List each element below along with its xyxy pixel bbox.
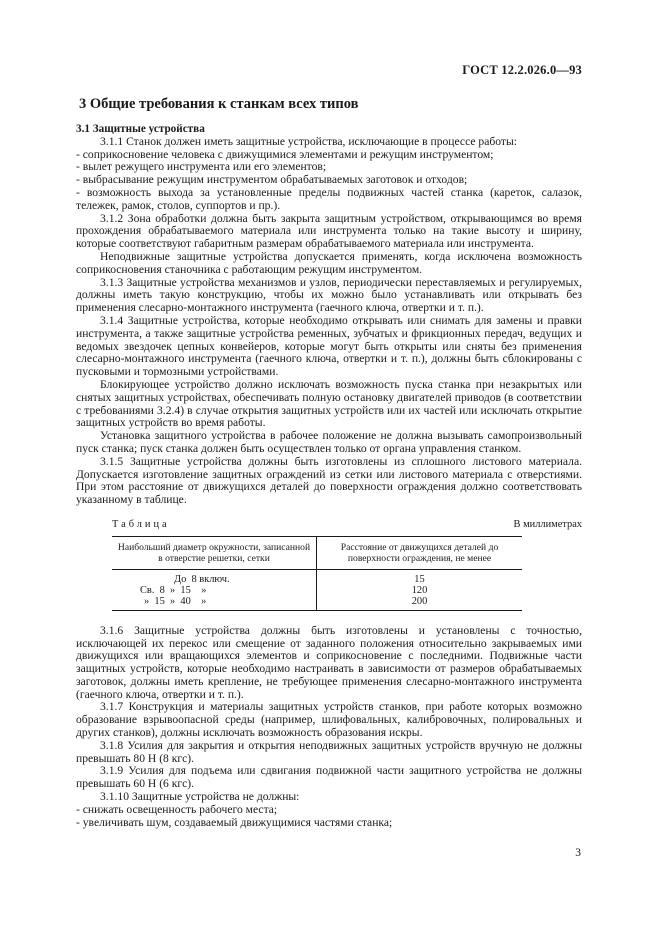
list-item: - возможность выхода за установленные пределы подвижных частей станка (кареток, салазок, тележек, рамок, столов, суппортов и пр.). <box>76 185 582 212</box>
table-cell-value: 200 <box>317 596 523 611</box>
body-text <box>76 121 582 829</box>
paragraph-3-1-2-b: Неподвижные защитные устройства допускается применять, когда исключена возможность соприкосновения станочника с работающим режущим инструментом. <box>76 249 582 276</box>
table-header-diameter: Наибольший диаметр окружности, записанной в отверстие решетки, сетки <box>112 536 317 569</box>
paragraph-3-1-7: 3.1.7 Конструкция и материалы защитных устройств станков, при работе которых возможно образование взрывоопасной среды (например, шлифовальных, калибровочных, полировальных и других станков), должны исключать возможность образования искры. <box>76 700 582 740</box>
page-number: 3 <box>575 847 581 859</box>
table-row <box>112 585 522 596</box>
table-cell-value: 15 <box>414 573 425 585</box>
list-item: - вылет режущего инструмента или его элементов; <box>76 160 327 174</box>
paragraph-3-1-3: 3.1.3 Защитные устройства механизмов и узлов, периодически переставляемых и регулируемых, должны иметь такую конструкцию, чтобы их можно было устанавливать или открывать без применения слесарно-монтажного инструмента (гаечного ключа, отвертки и т. п.). <box>76 275 582 315</box>
list-item: - соприкосновение человека с движущимися элементами и режущим инструментом; <box>76 147 494 161</box>
table-caption-row <box>76 519 582 532</box>
table-units: В миллиметрах <box>513 518 582 530</box>
paragraph-3-1-9: 3.1.9 Усилия для подъема или сдвигания подвижной части защитного устройства не должны превышать 60 Н (6 кгс). <box>76 764 582 791</box>
section-title: 3 Общие требования к станкам всех типов <box>79 96 359 112</box>
paragraph-3-1-2: 3.1.2 Зона обработки должна быть закрыта защитным устройством, открывающимся во время прохождения обрабатываемого материала или инструмента только на такие высоту и ширину, которые соответствуют габаритным размерам обрабатываемого материала или инструмента. <box>76 211 582 251</box>
paragraph-3-1-5: 3.1.5 Защитные устройства должны быть изготовлены из сплошного листового материала. Допускается изготовление защитных ограждений из сетки или листового материала с отверстиями. При этом расстояние от движущихся деталей до поверхности ограждения должно соответствовать указанному в таблице. <box>76 454 582 507</box>
subsection-title: 3.1 Защитные устройства <box>76 123 205 135</box>
list-item: - снижать освещенность рабочего места; <box>76 802 278 816</box>
paragraph-3-1-6: 3.1.6 Защитные устройства должны быть изготовлены и установлены с точностью, исключающей их перекос или смещение от заданного положения относительно закрываемых ими движущихся или вращающихся элементов и соприкосновение с последними. Подвижные части защитных устройств, которые необходимо настраивать в зависимости от размеров обрабатываемых заготовок, должны иметь крепление, не требующее применения слесарно-монтажного инструмента (гаечного ключа, отвертки и т. п.). <box>76 623 582 701</box>
distance-table <box>112 536 522 611</box>
paragraph-3-1-4-b: Блокирующее устройство должно исключать возможность пуска станка при незакрытых или снятых защитных устройствах, обеспечивать полную остановку двигателей приводов (в соответствии с требованиями 3.2.4) в случае открытия защитных устройств или их частей или исключать открытие защитных устройств во время работы. <box>76 377 582 430</box>
paragraph-3-1-4-c: Установка защитного устройства в рабочее положение не должна вызывать самопроизвольный пуск станка; пуск станка должен быть осуществлен только от органа управления станком. <box>76 429 582 455</box>
list-item: - увеличивать шум, создаваемый движущимися частями станка; <box>76 815 393 829</box>
table-cell-range: До 8 включ. <box>112 569 317 585</box>
standard-header: ГОСТ 12.2.026.0—93 <box>462 63 582 77</box>
table-row <box>112 569 522 585</box>
table-cell-range: » 15 » 40 » <box>112 596 317 611</box>
paragraph-3-1-1: 3.1.1 Станок должен иметь защитные устройства, исключающие в процессе работы: <box>100 134 517 148</box>
table-caption: Таблица <box>112 518 170 530</box>
paragraph-3-1-10: 3.1.10 Защитные устройства не должны: <box>100 790 300 804</box>
table-cell-value: 120 <box>411 584 428 596</box>
table-row <box>112 596 522 611</box>
paragraph-3-1-8: 3.1.8 Усилия для закрытия и открытия неподвижных защитных устройств вручную не должны превышать 80 Н (8 кгс). <box>76 738 582 765</box>
list-item: - выбрасывание режущим инструментом обрабатываемых заготовок и отходов; <box>76 173 468 187</box>
table-header-distance: Расстояние от движущихся деталей до поверхности ограждения, не менее <box>317 536 523 569</box>
table-cell-range: Св. 8 » 15 » <box>112 585 317 596</box>
paragraph-3-1-4: 3.1.4 Защитные устройства, которые необходимо открывать или снимать для замены и правки инструмента, а также защитные устройства ременных, зубчатых и фрикционных передач, ведущих и ведомых звездочек цепных конвейеров, которые могут быть открыты или сняты без применения слесарно-монтажного инструмента (гаечного ключа, отвертки и т. п.), должны быть сблокированы с пусковыми и тормозными устройствами. <box>76 313 582 379</box>
